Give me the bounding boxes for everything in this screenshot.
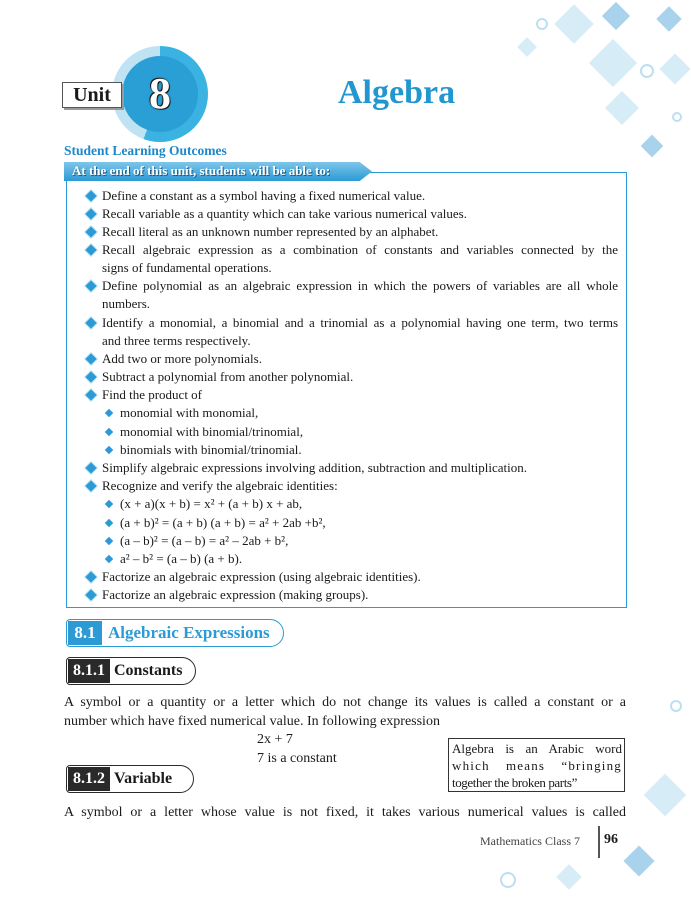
diamond-bullet-icon bbox=[86, 281, 96, 291]
note-line: Algebra is an Arabic word bbox=[452, 741, 622, 756]
outcome-item: Factorize an algebraic expression (making groups). bbox=[102, 587, 369, 602]
outcome-item: Recall algebraic expression as a combination of constants and variables connected by the bbox=[102, 242, 618, 257]
diamond-bullet-icon bbox=[86, 481, 96, 491]
footer-divider bbox=[598, 826, 600, 858]
diamond-bullet-icon bbox=[86, 354, 96, 364]
outcome-item: Define a constant as a symbol having a fixed numerical value. bbox=[102, 188, 426, 203]
diamond-bullet-icon bbox=[86, 318, 96, 328]
small-diamond-bullet-icon bbox=[104, 554, 114, 564]
identity-item: (a – b)² = (a – b) = a² – 2ab + b², bbox=[120, 533, 289, 548]
diamond-bullet-icon bbox=[86, 227, 96, 237]
small-diamond-bullet-icon bbox=[104, 518, 114, 528]
outcome-item: Simplify algebraic expressions involving addition, subtraction and multiplication. bbox=[102, 460, 527, 475]
outcome-item-continued: and three terms respectively. bbox=[102, 333, 251, 348]
diamond-bullet-icon bbox=[86, 390, 96, 400]
outcome-item: Add two or more polynomials. bbox=[102, 351, 262, 366]
unit-badge bbox=[62, 46, 192, 146]
page-title: Algebra bbox=[338, 74, 456, 111]
identity-item: a² – b² = (a – b) (a + b). bbox=[120, 551, 243, 566]
paragraph-line: A symbol or a letter whose value is not fixed, it takes various numerical values is called bbox=[64, 805, 626, 820]
subsection-title: Variable bbox=[114, 770, 173, 787]
subsection-title: Constants bbox=[114, 662, 183, 679]
outcome-item-continued: signs of fundamental operations. bbox=[102, 260, 272, 275]
outcome-subitem: monomial with monomial, bbox=[120, 405, 259, 420]
outcome-item: Subtract a polynomial from another polynomial. bbox=[102, 369, 354, 384]
outcome-item: Recall variable as a quantity which can take various numerical values. bbox=[102, 206, 467, 221]
note-line: which means “bringing bbox=[452, 758, 622, 773]
outcome-item: Recall literal as an unknown number represented by an alphabet. bbox=[102, 224, 439, 239]
outcome-item: Find the product of bbox=[102, 387, 203, 402]
outcome-item: Define polynomial as an algebraic expression in which the powers of variables are all whole bbox=[102, 278, 618, 293]
small-diamond-bullet-icon bbox=[104, 536, 114, 546]
diamond-bullet-icon bbox=[86, 463, 96, 473]
note-line: together the broken parts” bbox=[452, 775, 577, 790]
diamond-bullet-icon bbox=[86, 209, 96, 219]
paragraph-line: A symbol or a quantity or a letter which do not change its values is called a constant or a bbox=[64, 695, 626, 710]
section-title: Algebraic Expressions bbox=[108, 623, 270, 642]
small-diamond-bullet-icon bbox=[104, 408, 114, 418]
diamond-bullet-icon bbox=[86, 372, 96, 382]
expression: 2x + 7 bbox=[257, 732, 293, 747]
diamond-bullet-icon bbox=[86, 245, 96, 255]
unit-label: Unit bbox=[73, 84, 111, 106]
outcome-item: Factorize an algebraic expression (using algebraic identities). bbox=[102, 569, 421, 584]
diamond-bullet-icon bbox=[86, 191, 96, 201]
small-diamond-bullet-icon bbox=[104, 499, 114, 509]
outcomes-heading: Student Learning Outcomes bbox=[64, 143, 227, 158]
outcome-subitem: binomials with binomial/trinomial. bbox=[120, 442, 302, 457]
paragraph-line: number which have fixed numerical value. In following expression bbox=[64, 714, 440, 729]
identity-item: (a + b)² = (a + b) (a + b) = a² + 2ab +b², bbox=[120, 515, 326, 530]
expression-note: 7 is a constant bbox=[257, 751, 337, 766]
subsection-number: 8.1.2 bbox=[68, 767, 110, 791]
outcome-item-continued: numbers. bbox=[102, 296, 151, 311]
small-diamond-bullet-icon bbox=[104, 427, 114, 437]
diamond-bullet-icon bbox=[86, 590, 96, 600]
footer-book-title: Mathematics Class 7 bbox=[480, 834, 580, 848]
identity-item: (x + a)(x + b) = x² + (a + b) x + ab, bbox=[120, 496, 303, 511]
outcome-subitem: monomial with binomial/trinomial, bbox=[120, 424, 304, 439]
page-number: 96 bbox=[604, 832, 618, 847]
subsection-number: 8.1.1 bbox=[68, 659, 110, 683]
outcome-item: Identify a monomial, a binomial and a trinomial as a polynomial having one term, two terms bbox=[102, 315, 618, 330]
unit-number: 8 bbox=[149, 69, 171, 118]
diamond-bullet-icon bbox=[86, 572, 96, 582]
outcome-item: Recognize and verify the algebraic identities: bbox=[102, 478, 338, 493]
small-diamond-bullet-icon bbox=[104, 445, 114, 455]
outcomes-banner-text: At the end of this unit, students will be able to: bbox=[72, 163, 331, 178]
section-number: 8.1 bbox=[68, 621, 102, 645]
